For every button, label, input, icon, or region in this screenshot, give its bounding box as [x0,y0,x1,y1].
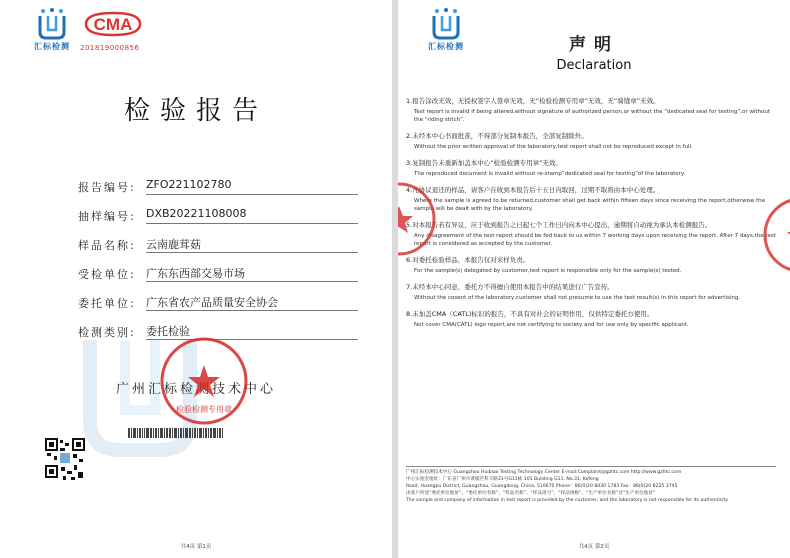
field-value: 云南鹿茸菇 [146,236,358,253]
field-report-number [78,166,358,195]
declaration-text-en: Not cover CMA(CATL) logo report,are not certifying to society and for use only by specific applicant. [414,322,689,328]
qr-code-icon [45,438,85,482]
contact-line: 由客户所述“委托单位地址”、“委托单位名称”、“样品名称”、“样品批号”、“样品规格”、“生产单位名称”及“生产单位地址” [406,491,656,496]
declaration-text-en: Without the prior written approval of the laboratory,test report shall not be reproduced except in full. [414,144,693,150]
contact-footer [406,466,776,504]
contact-line: The sample and company of information in test report is provided by the customer, and the laboratory is not responsible for its authenticity [406,498,729,503]
declaration-text-zh: 6.对委托检验样品，本报告仅对来样负责。 [406,256,530,264]
declaration-title-zh: 声明 [569,35,619,55]
declaration-item [406,131,778,151]
declaration-page [398,0,790,558]
declaration-text-en: Where the sample is agreed to be returned,customer shall get back within fifteen days since receiving the report,otherwise the sample will be dealt with by the laboratory. [414,198,766,212]
report-title: 检验报告 [123,96,268,126]
field-value: 广东省农产品质量安全协会 [146,294,358,311]
contact-line: 广州汇标检测技术中心 Guangzhou Huibiao Testing Technology Center E-mail:Complaint@gzhtc.com http://www.gzhtc.com [406,470,682,475]
svg-text:CMA: CMA [93,15,133,34]
field-sample-name [78,224,358,253]
field-label: 样品名称: [78,239,136,252]
field-sampling-number [78,195,358,224]
official-seal-partial-icon [398,180,438,258]
declaration-text-zh: 8.未加盖CMA（CATL)标识的报告，不具有对社会的证明作用，仅供特定委托方使用。 [406,310,654,318]
field-label: 委托单位: [78,297,136,310]
declaration-text-zh: 4.凡协议退还的样品，请客户在收到本报告后十五日内取回，过期不取将由本中心处理。 [406,186,660,194]
declaration-text-zh: 5.对本报告若有异议，应于收到报告之日起七个工作日内向本中心提出，逾期将自动视为承认本检测报告。 [406,221,712,229]
svg-text:检验检测专用章: 检验检测专用章 [176,405,232,414]
declaration-title-en: Declaration [556,58,632,73]
cma-logo-icon [80,10,146,38]
declaration-item [406,220,778,248]
declaration-text-en: Without the cosent of the laboratory,customer shall not presume to use the test result(s) in this report for advertising. [414,295,741,301]
organization-name: 广州汇标检测技术中心 [115,382,276,397]
field-value: DXB20221108008 [146,207,358,224]
declaration-item [406,255,778,275]
declaration-text-zh: 3.复制报告未重新加盖本中心“检验检测专用章”无效。 [406,159,562,167]
report-cover-page [0,0,392,558]
field-value: 广东东西部交易市场 [146,265,358,282]
page-number: 共4页 第1页 [180,544,212,550]
declaration-text-zh: 1.报告涂改无效，无授权签字人签章无效，无“检验检测专用章”无效，无“骑缝章”无效。 [406,97,660,105]
barcode [128,428,268,438]
declaration-item [406,309,778,329]
declaration-text-zh: 7.未经本中心同意，委托方不得擅自使用本报告中的结果进行广告宣传。 [406,283,614,291]
declaration-text-en: Test report is invalid if being altered,without signature of authorized person,or without the “dedicated seal for testing”,or without the “riding stitch”. [414,109,771,123]
field-inspected-unit [78,253,358,282]
page-number: 共4页 第2页 [578,544,610,550]
declaration-item [406,185,778,213]
declaration-text-en: The reproduced document is invalid without re-stamp“dedicated seal for testing”of the laboratory. [414,171,686,177]
flask-logo-icon [34,8,70,40]
declaration-text-en: Any disagreement of the test report should be fed back to us within 7 working days upon receiving the report. After 7 days,the test report is considered as accepted by the customer. [414,233,776,247]
declaration-text-zh: 2.未经本中心书面批准，不得部分复制本报告，全部复制除外。 [406,132,588,140]
logo-text: 汇标检测 [34,42,70,51]
declaration-list [406,96,778,336]
riding-seal-icon [761,190,790,280]
field-label: 受检单位: [78,268,136,281]
logo-text: 汇标检测 [428,42,464,51]
contact-line: Road, Huangpu District, Guangzhou, Guangdong, China, 510670 Phone：86(0)20 8430 1783 Fax：86(0)20 8225 3745 [406,484,678,489]
huibiao-logo [22,8,82,52]
contact-line: 中心实验室地址：广东省广州市黄埔区科丰路31号G11栋 101 Building G11, No.31, Kefeng [406,477,599,482]
declaration-text-en: For the sample(s) delegated by customer,test report is responsible only for the sample(s) tested. [414,268,682,274]
cma-mark [80,10,150,52]
field-value: ZFO221102780 [146,178,358,195]
field-label: 检测类别: [78,326,136,339]
declaration-item [406,282,778,302]
field-label: 报告编号: [78,181,136,194]
cma-number: 201819000856 [80,44,140,52]
declaration-item [406,158,778,178]
field-label: 抽样编号: [78,210,136,223]
field-value: 委托检验 [146,323,358,340]
declaration-item [406,96,778,124]
official-seal-icon [158,335,250,427]
